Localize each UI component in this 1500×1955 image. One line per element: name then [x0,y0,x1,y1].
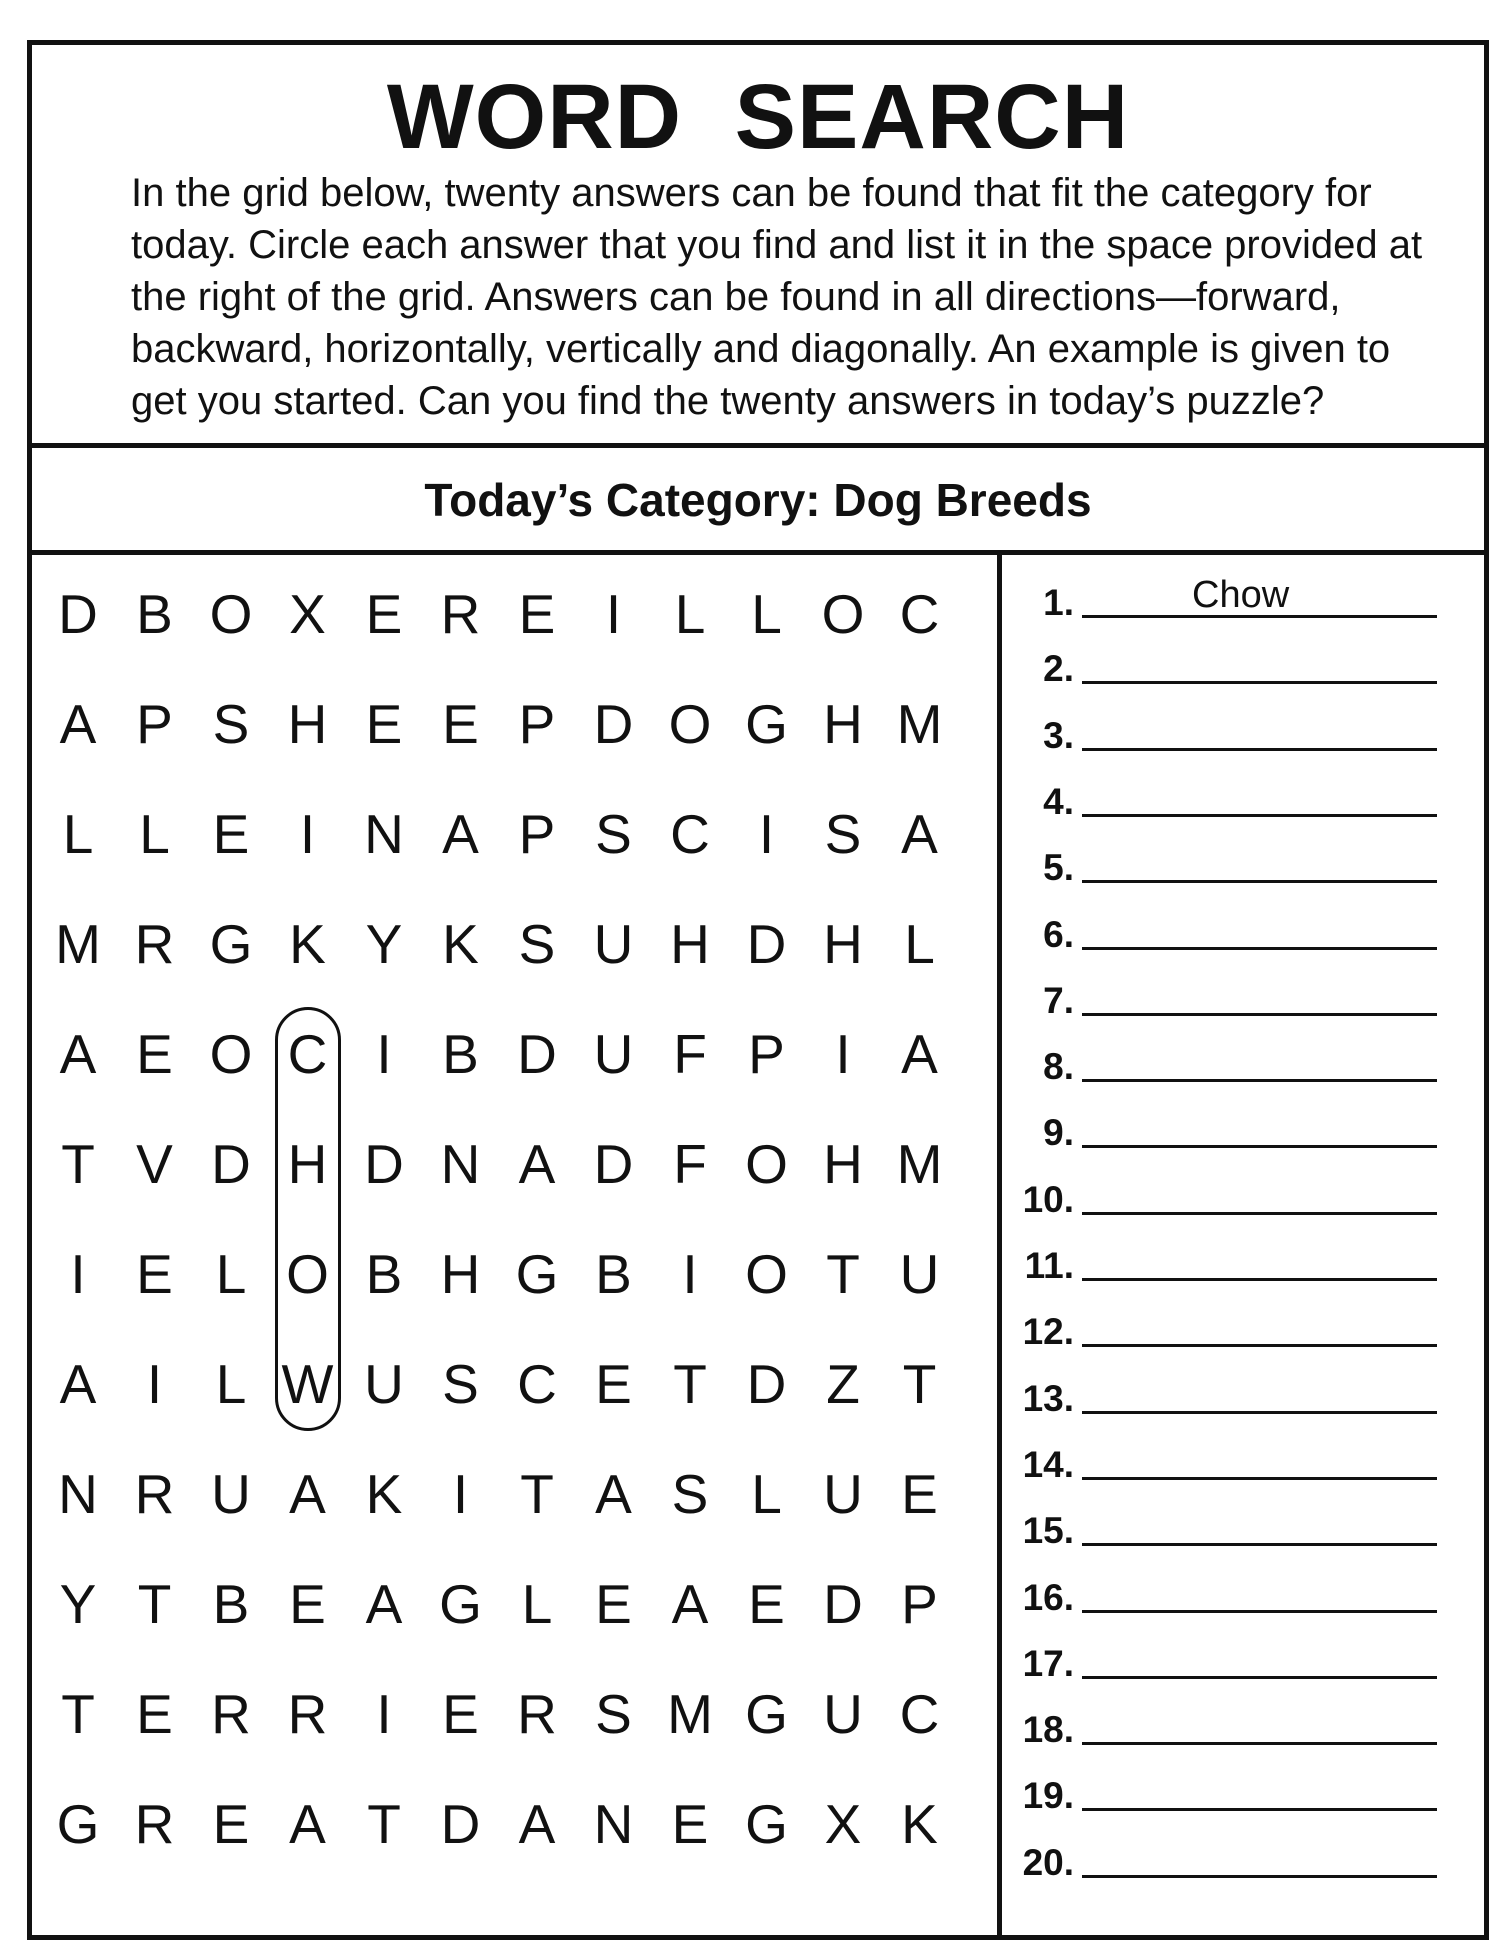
grid-letter[interactable]: A [289,1463,326,1525]
answer-blank[interactable] [1082,1145,1437,1148]
grid-letter[interactable]: N [58,1463,98,1525]
grid-letter[interactable]: K [365,1463,403,1525]
grid-letter[interactable]: M [896,693,943,755]
grid-letter[interactable]: E [442,693,479,755]
grid-letter[interactable]: M [55,913,101,975]
answer-text: Chow [1192,574,1290,616]
grid-letter[interactable]: E [442,1683,479,1745]
grid-letter[interactable]: L [215,1243,247,1305]
grid-letter[interactable]: E [595,1573,632,1635]
grid-letter[interactable]: R [134,913,175,975]
answer-blank[interactable] [1082,947,1437,950]
answer-number: 20. [1022,1841,1074,1883]
grid-letter[interactable]: U [593,1023,634,1085]
grid-letter[interactable]: D [593,1133,634,1195]
grid-letter[interactable]: L [215,1353,247,1415]
grid-letter[interactable]: K [289,913,326,975]
grid-letter[interactable]: B [212,1573,250,1635]
grid-letter[interactable]: G [745,1793,788,1855]
grid-letter[interactable]: A [365,1573,403,1635]
answer-number: 18. [1022,1709,1074,1751]
grid-letter[interactable]: S [595,1683,632,1745]
answer-blank[interactable] [1082,1079,1437,1082]
grid-letter[interactable]: H [823,913,863,975]
grid-letter[interactable]: I [376,1683,392,1745]
grid-letter[interactable]: A [518,1793,556,1855]
grid-letter[interactable]: D [364,1133,404,1195]
grid-letter[interactable]: O [745,1133,788,1195]
grid-letter[interactable]: R [134,1463,175,1525]
grid-letter[interactable]: B [365,1243,403,1305]
grid-letter[interactable]: O [209,583,253,645]
grid-letter[interactable]: E [136,1683,173,1745]
grid-letter[interactable]: T [367,1793,401,1855]
grid-letter[interactable]: G [56,1793,100,1855]
grid-letter[interactable]: V [136,1133,173,1195]
grid-letter[interactable]: H [670,913,710,975]
grid-letter[interactable]: E [136,1243,173,1305]
answer-blank[interactable] [1082,1676,1437,1679]
grid-letter[interactable]: R [211,1683,251,1745]
grid-letter[interactable]: M [896,1133,943,1195]
grid-letter[interactable]: E [289,1573,326,1635]
grid-letter[interactable]: D [746,1353,787,1415]
grid-letter[interactable]: X [824,1793,862,1855]
letter-grid-area [32,555,1002,1935]
grid-letter[interactable]: E [365,583,403,645]
grid-letter[interactable]: E [136,1023,173,1085]
grid-letter[interactable]: P [518,693,556,755]
grid-letter[interactable]: C [517,1353,557,1415]
grid-letter[interactable]: O [286,1243,329,1305]
grid-letter[interactable]: F [673,1133,707,1195]
answer-row [1002,1511,1484,1571]
grid-letter[interactable]: A [901,1023,938,1085]
grid-letter[interactable]: S [212,693,250,755]
grid-letter[interactable]: P [901,1573,938,1635]
answer-number: 9. [1043,1112,1074,1154]
grid-letter[interactable]: N [440,1133,481,1195]
grid-letter[interactable]: E [518,583,556,645]
grid-letter[interactable]: T [61,1133,95,1195]
grid-letter[interactable]: H [823,1133,863,1195]
answer-number: 17. [1022,1642,1074,1684]
grid-letter[interactable]: U [364,1353,404,1415]
grid-letter[interactable]: I [376,1023,392,1085]
grid-letter[interactable]: S [824,803,862,865]
grid-letter[interactable]: O [668,693,712,755]
grid-letter[interactable]: E [671,1793,709,1855]
grid-letter[interactable]: N [364,803,404,865]
grid-letter[interactable]: D [746,913,787,975]
answer-number: 15. [1022,1510,1074,1552]
grid-letter[interactable]: U [823,1463,863,1525]
answer-blank[interactable] [1082,1278,1437,1281]
answer-blank[interactable] [1082,1411,1437,1414]
grid-letter[interactable]: L [139,803,170,865]
grid-letter[interactable]: E [748,1573,785,1635]
grid-letter[interactable]: D [823,1573,863,1635]
answer-blank[interactable] [1082,880,1437,883]
grid-letter[interactable]: I [299,803,316,865]
grid-letter[interactable]: U [823,1683,863,1745]
answer-number: 5. [1043,847,1074,889]
grid-letter[interactable]: X [289,583,326,645]
grid-letter[interactable]: E [212,1793,250,1855]
grid-letter[interactable]: B [442,1023,479,1085]
answer-blank[interactable] [1082,1212,1437,1215]
grid-letter[interactable]: Z [826,1353,860,1415]
instructions-text: In the grid below, twenty answers can be found that fit the category for today. Circle each answer that you find and list it in the space provided at the right of the grid. Answers can be found in all directions—forward, backward, horizontally, vertically and diagonally. An example is given to get you started. Can you find the twenty answers in today’s puzzle? [131,171,1423,423]
answer-number: 7. [1043,979,1074,1021]
answer-blank[interactable] [1082,748,1437,751]
answer-row [1002,1312,1484,1372]
grid-letter[interactable]: I [452,1463,469,1525]
grid-letter[interactable]: R [517,1683,557,1745]
example-answer-circle [275,1007,341,1431]
grid-letter[interactable]: I [605,583,622,645]
category-label: Today’s Category: Dog Breeds [424,474,1092,526]
grid-letter[interactable]: E [595,1353,632,1415]
grid-letter[interactable]: L [62,803,94,865]
answer-number: 8. [1043,1046,1074,1088]
grid-letter[interactable]: L [674,583,706,645]
answer-number: 12. [1022,1311,1074,1353]
grid-letter[interactable]: C [670,803,710,865]
grid-letter[interactable]: A [518,1133,556,1195]
grid-letter[interactable]: H [287,693,328,755]
answer-row [1002,981,1484,1041]
grid-letter[interactable]: S [518,913,556,975]
answer-row [1002,1644,1484,1704]
grid-letter[interactable]: P [136,693,173,755]
grid-letter[interactable]: T [137,1573,172,1635]
answer-row [1002,1113,1484,1173]
answer-number: 4. [1043,780,1074,822]
grid-letter[interactable]: A [442,803,479,865]
grid-letter[interactable]: W [281,1353,334,1415]
answer-row [1002,1710,1484,1770]
grid-letter[interactable]: H [823,693,863,755]
answer-number: 19. [1022,1775,1074,1817]
answer-blank[interactable] [1082,1013,1437,1016]
grid-letter[interactable]: R [287,1683,328,1745]
grid-letter[interactable]: I [835,1023,851,1085]
grid-letter[interactable]: A [671,1573,709,1635]
grid-letter[interactable]: S [595,803,632,865]
answer-row [1002,782,1484,842]
answer-number: 6. [1043,913,1074,955]
answer-row [1002,1843,1484,1903]
grid-letter[interactable]: C [287,1023,328,1085]
grid-letter[interactable]: G [439,1573,482,1635]
grid-letter[interactable]: R [440,583,481,645]
puzzle-frame [27,40,1489,1940]
category-bar [32,448,1484,555]
answer-row [1002,1047,1484,1107]
grid-letter[interactable]: P [518,803,556,865]
grid-letter[interactable]: L [751,1463,782,1525]
grid-letter[interactable]: B [595,1243,632,1305]
grid-letter[interactable]: D [593,693,634,755]
answer-blank[interactable] [1082,1344,1437,1347]
grid-letter[interactable]: E [365,693,403,755]
grid-letter[interactable]: E [901,1463,938,1525]
answer-number: 14. [1022,1443,1074,1485]
grid-letter[interactable]: A [59,1023,97,1085]
grid-letter[interactable]: G [745,1683,788,1745]
answer-blank[interactable] [1082,1610,1437,1613]
grid-letter[interactable]: T [61,1683,95,1745]
grid-letter[interactable]: I [682,1243,698,1305]
grid-letter[interactable]: L [521,1573,553,1635]
grid-letter[interactable]: G [515,1243,559,1305]
grid-letter[interactable]: U [899,1243,940,1305]
grid-letter[interactable]: O [209,1023,253,1085]
grid-letter[interactable]: A [289,1793,326,1855]
grid-letter[interactable]: D [517,1023,557,1085]
grid-letter[interactable]: S [671,1463,709,1525]
grid-letter[interactable]: E [212,803,250,865]
header-section [32,45,1484,448]
page-title: WORD SEARCH [386,66,1130,168]
grid-letter[interactable]: T [902,1353,937,1415]
answer-row [1002,716,1484,776]
grid-letter[interactable]: A [59,693,97,755]
answer-blank[interactable] [1082,1742,1437,1745]
answer-number: 10. [1022,1178,1074,1220]
grid-letter[interactable]: D [440,1793,481,1855]
grid-letter[interactable]: B [136,583,173,645]
grid-letter[interactable]: O [745,1243,788,1305]
answer-number: 1. [1043,582,1074,623]
answer-blank[interactable] [1082,574,1437,618]
answer-row [1002,915,1484,975]
grid-letter[interactable]: H [440,1243,481,1305]
grid-letter[interactable]: U [593,913,634,975]
grid-letter[interactable]: D [58,583,98,645]
answer-row [1002,1246,1484,1306]
answer-row [1002,1578,1484,1638]
grid-letter[interactable]: U [211,1463,251,1525]
answer-blank[interactable] [1082,681,1437,684]
answer-row [1002,1379,1484,1439]
grid-letter[interactable]: P [748,1023,785,1085]
grid-letter[interactable]: T [826,1243,860,1305]
grid-letter[interactable]: I [70,1243,86,1305]
grid-letter[interactable]: N [593,1793,634,1855]
answer-number: 3. [1043,714,1074,756]
grid-letter[interactable]: T [673,1353,707,1415]
answer-list [1002,555,1484,1935]
grid-letter[interactable]: A [595,1463,632,1525]
grid-letter[interactable]: G [745,693,788,755]
answer-row [1002,1180,1484,1240]
answer-row [1002,1445,1484,1505]
grid-letter[interactable]: Y [365,913,403,975]
grid-letter[interactable]: S [442,1353,479,1415]
grid-letter[interactable]: C [899,583,940,645]
grid-letter[interactable]: I [758,803,775,865]
answer-blank[interactable] [1082,1543,1437,1546]
grid-letter[interactable]: K [901,1793,938,1855]
answer-blank[interactable] [1082,1477,1437,1480]
answer-row [1002,649,1484,709]
answer-number: 2. [1043,648,1074,690]
answer-row [1002,848,1484,908]
grid-letter[interactable]: C [899,1683,940,1745]
grid-letter[interactable]: R [134,1793,175,1855]
answer-number: 13. [1022,1377,1074,1419]
grid-letter[interactable]: T [520,1463,554,1525]
answer-blank[interactable] [1082,1808,1437,1811]
answer-blank[interactable] [1082,1875,1437,1878]
answer-blank[interactable] [1082,814,1437,817]
grid-letter[interactable]: I [146,1353,163,1415]
grid-letter[interactable]: A [59,1353,97,1415]
grid-letter[interactable]: O [821,583,865,645]
grid-letter[interactable]: L [904,913,935,975]
grid-letter[interactable]: D [211,1133,251,1195]
answer-row [1002,574,1484,643]
grid-letter[interactable]: F [673,1023,707,1085]
grid-letter[interactable]: A [901,803,938,865]
grid-letter[interactable]: K [442,913,479,975]
grid-letter[interactable]: H [287,1133,328,1195]
grid-letter[interactable]: G [209,913,253,975]
answer-row [1002,1776,1484,1836]
grid-letter[interactable]: M [667,1683,713,1745]
answer-number: 16. [1022,1576,1074,1618]
answer-number: 11. [1024,1245,1074,1286]
grid-letter[interactable]: L [751,583,782,645]
grid-letter[interactable]: Y [59,1573,97,1635]
